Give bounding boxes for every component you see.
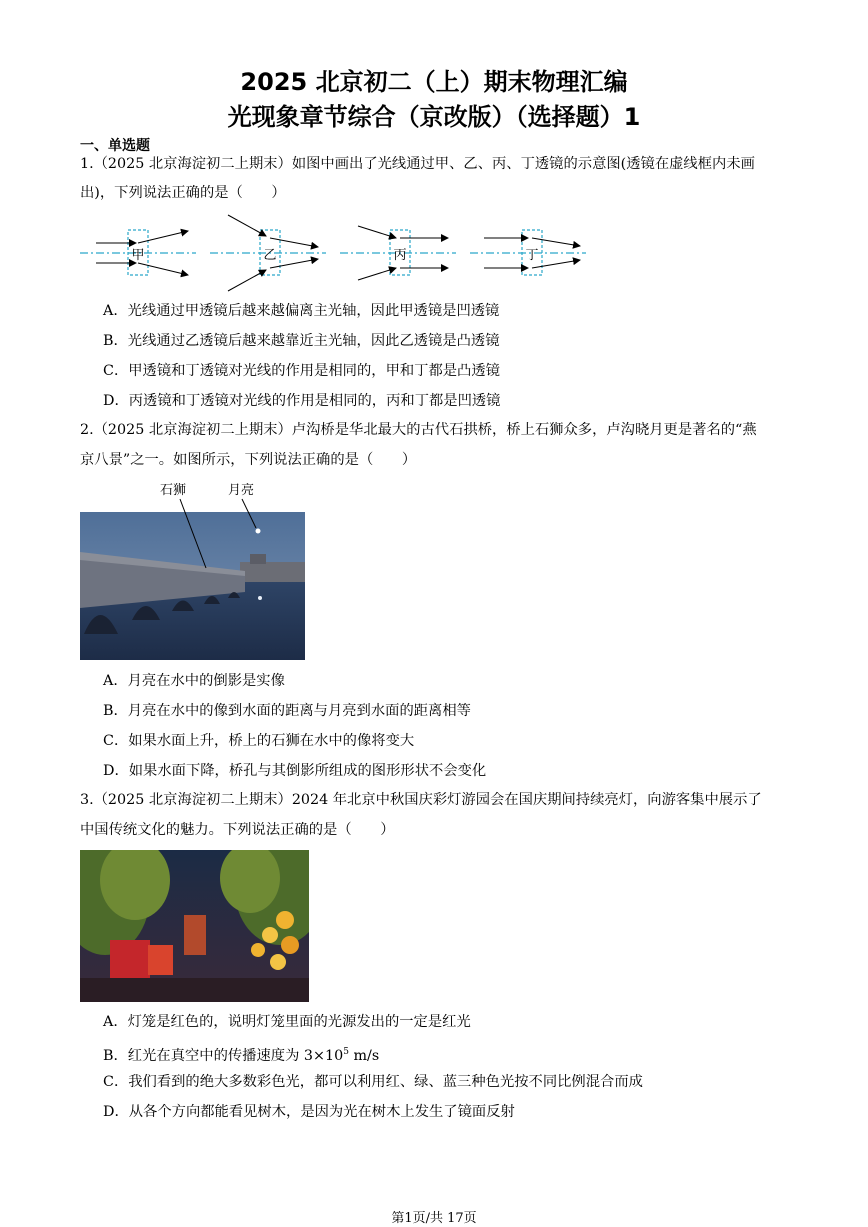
q2-option-d: D．如果水面下降，桥孔与其倒影所组成的图形形状不会变化 [103,763,487,779]
q1-stem-line-1: 1.（2025 北京海淀初二上期末）如图中画出了光线通过甲、乙、丙、丁透镜的示意图(透镜在虚线框内未画 [80,156,755,172]
lens-yi-ray-bottom-out [270,259,318,268]
lens-diagram [78,210,598,295]
q1-option-d: D．丙透镜和丁透镜对光线的作用是相同的，丙和丁都是凹透镜 [103,393,501,409]
q2-option-b: B．月亮在水中的像到水面的距离与月亮到水面的距离相等 [103,703,471,719]
q3-option-c: C．我们看到的绝大多数彩色光，都可以利用红、绿、蓝三种色光按不同比例混合而成 [103,1074,643,1090]
q2-option-c: C．如果水面上升，桥上的石狮在水中的像将变大 [103,733,415,749]
lens-jia-label: 甲 [131,248,145,263]
q2-stem-line-1: 2.（2025 北京海淀初二上期末）卢沟桥是华北最大的古代石拱桥，桥上石狮众多，卢沟晓月更是著名的“燕 [80,422,757,438]
q3-option-a: A．灯笼是红色的，说明灯笼里面的光源发出的一定是红光 [103,1014,471,1030]
q1-option-a: A．光线通过甲透镜后越来越偏离主光轴，因此甲透镜是凹透镜 [103,303,500,319]
bridge-photo [80,496,305,660]
page-footer: 第1页/共 17页 [391,1211,477,1226]
lens-bing-group [340,226,456,280]
q2-stem-line-2: 京八景”之一。如图所示，下列说法正确的是（ ） [80,452,417,468]
q3-option-b [103,1042,379,1066]
lens-ding-ray-bottom-out [532,260,580,268]
label-moon: 月亮 [228,483,255,498]
label-lion: 石狮 [160,483,187,498]
lens-yi-ray-top-in [228,215,266,236]
lens-ding-group [470,230,586,275]
lens-yi-ray-bottom-in [228,270,266,291]
q1-option-c: C．甲透镜和丁透镜对光线的作用是相同的，甲和丁都是凸透镜 [103,363,500,379]
lens-jia-group [80,230,196,275]
q1-stem-line-2: 出)，下列说法正确的是（ ） [80,185,286,201]
lens-yi-group [210,215,326,291]
lens-jia-ray-top-out [138,231,188,243]
q3-stem-line-2: 中国传统文化的魅力。下列说法正确的是（ ） [80,822,395,838]
document-title-line-2: 光现象章节综合（京改版）（选择题）1 [227,103,641,131]
q3-option-b-unit: m/s [348,1047,380,1064]
q1-option-b: B．光线通过乙透镜后越来越靠近主光轴，因此乙透镜是凸透镜 [103,333,500,349]
q3-option-b-prefix: B．红光在真空中的传播速度为 3×10 [103,1047,344,1064]
q3-option-b-exponent: 5 [343,1047,349,1057]
q2-option-a: A．月亮在水中的倒影是实像 [103,673,285,689]
lens-bing-label: 丙 [393,248,407,263]
document-title-line-1: 2025 北京初二（上）期末物理汇编 [240,68,628,96]
lens-yi-label: 乙 [263,248,277,263]
lens-yi-ray-top-out [270,238,318,247]
section-heading: 一、单选题 [80,138,150,154]
lens-ding-ray-top-out [532,238,580,246]
q3-stem-line-1: 3.（2025 北京海淀初二上期末）2024 年北京中秋国庆彩灯游园会在国庆期间持续亮灯，向游客集中展示了 [80,792,762,808]
lens-jia-ray-bottom-out [138,263,188,275]
lens-ding-label: 丁 [525,248,539,263]
q3-option-d: D．从各个方向都能看见树木，是因为光在树木上发生了镜面反射 [103,1104,515,1120]
lantern-festival-photo [80,850,309,1002]
